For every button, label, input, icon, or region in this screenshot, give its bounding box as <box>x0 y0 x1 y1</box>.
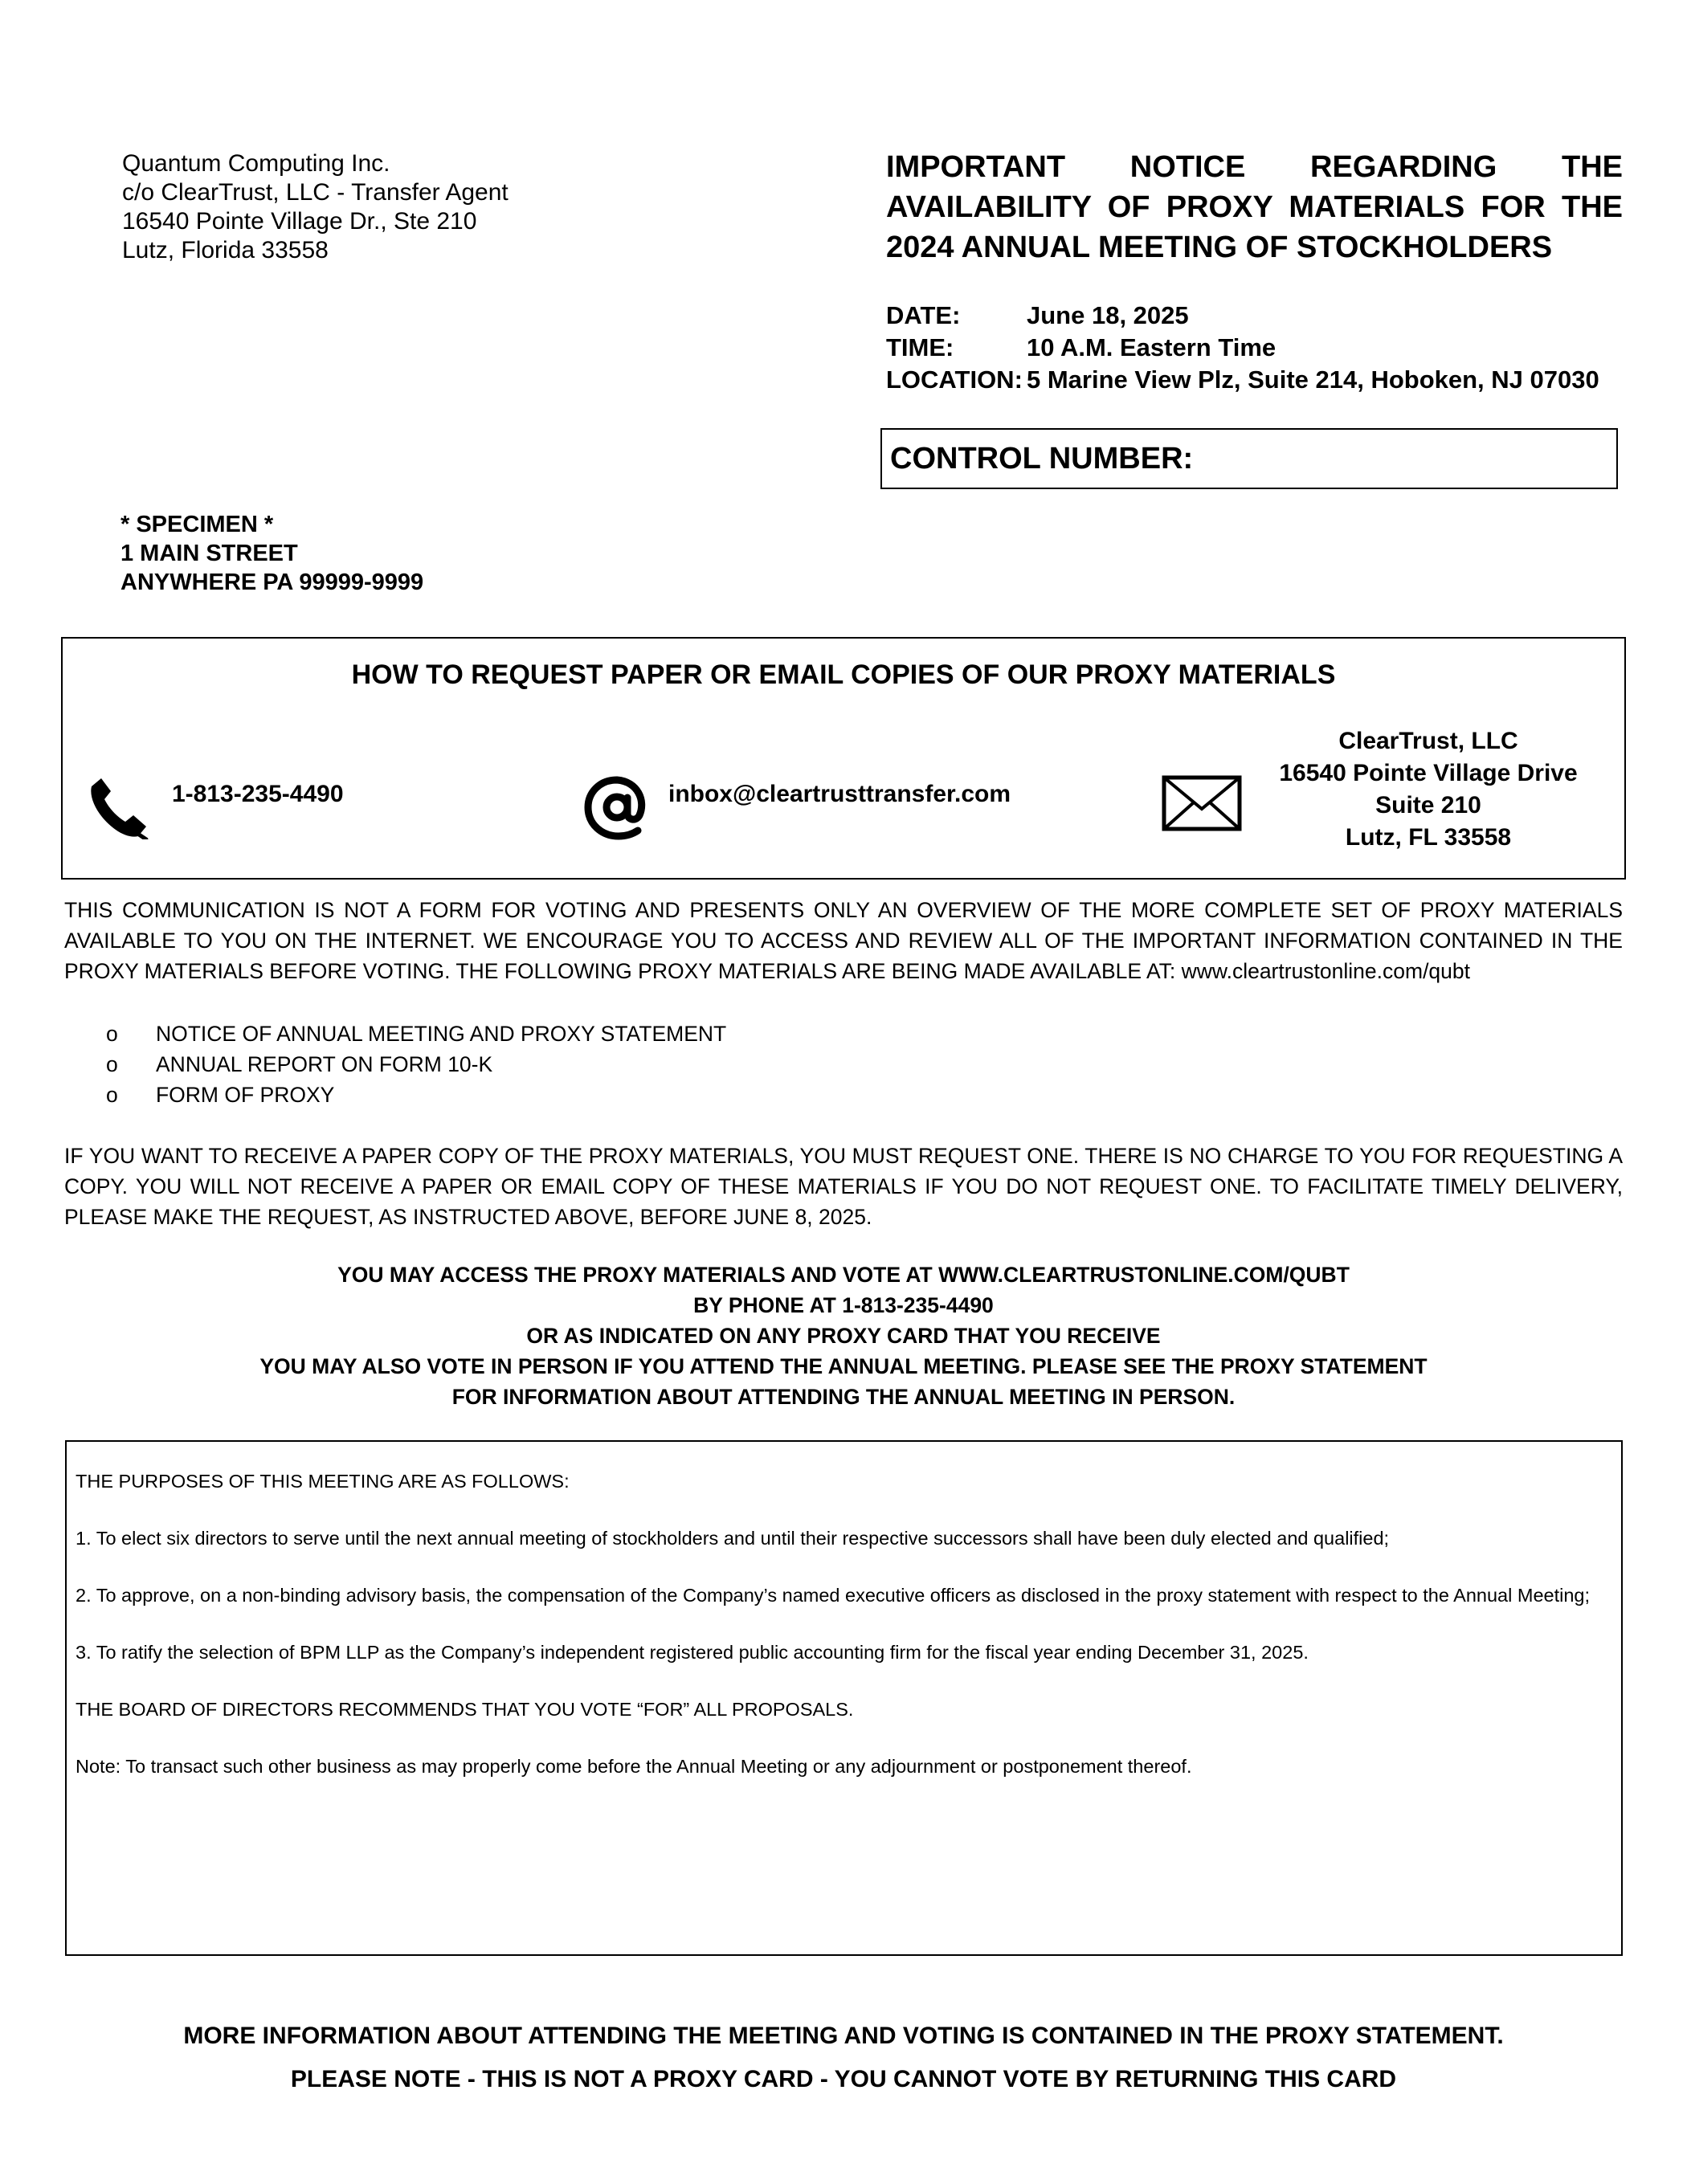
list-item <box>106 1080 726 1110</box>
meeting-time-value: 10 A.M. Eastern Time <box>1027 333 1276 361</box>
control-number-box <box>880 428 1618 489</box>
meeting-details <box>886 300 1599 396</box>
vote-instruction-line: YOU MAY ALSO VOTE IN PERSON IF YOU ATTEND THE ANNUAL MEETING. PLEASE SEE THE PROXY STATEMENT <box>259 1354 1428 1378</box>
footer-line: PLEASE NOTE - THIS IS NOT A PROXY CARD - YOU CANNOT VOTE BY RETURNING THIS CARD <box>290 2066 1397 2092</box>
vote-instruction-line: FOR INFORMATION ABOUT ATTENDING THE ANNUAL MEETING IN PERSON. <box>451 1385 1236 1409</box>
proposal-3: 3. To ratify the selection of BPM LLP as the Company’s independent registered public accounting firm for the fiscal year ending December 31, 2025. <box>76 1642 1309 1663</box>
list-item-label: FORM OF PROXY <box>156 1083 335 1107</box>
intro-paragraph: THIS COMMUNICATION IS NOT A FORM FOR VOTING AND PRESENTS ONLY AN OVERVIEW OF THE MORE COMPLETE SET OF PROXY MATERIALS AVAILABLE TO YOU ON THE INTERNET. WE ENCOURAGE YOU TO ACCESS AND REVIEW ALL OF THE IMPORTANT INFORMATION CONTAINED IN THE PROXY MATERIALS BEFORE VOTING. THE FOLLOWING PROXY MATERIALS ARE BEING MADE AVAILABLE AT: www.cleartrustonline.com/qubt <box>64 898 1623 983</box>
meeting-date-value: June 18, 2025 <box>1027 301 1189 329</box>
return-address-line: c/o ClearTrust, LLC - Transfer Agent <box>122 179 509 206</box>
email-address[interactable]: inbox@cleartrusttransfer.com <box>668 781 1011 807</box>
vote-instruction-line: OR AS INDICATED ON ANY PROXY CARD THAT YOU RECEIVE <box>526 1324 1161 1348</box>
envelope-icon <box>1162 775 1242 835</box>
meeting-location-label: LOCATION: <box>886 365 1023 394</box>
meeting-date-label: DATE: <box>886 301 961 329</box>
list-item-label: NOTICE OF ANNUAL MEETING AND PROXY STATEMENT <box>156 1022 727 1046</box>
vote-instructions <box>64 1259 1623 1412</box>
return-address-line: 16540 Pointe Village Dr., Ste 210 <box>122 208 477 235</box>
mail-address-line: 16540 Pointe Village Drive <box>1279 760 1578 786</box>
meeting-time-row <box>886 332 1599 364</box>
meeting-time-label: TIME: <box>886 333 954 361</box>
mail-address-line: ClearTrust, LLC <box>1338 728 1518 754</box>
materials-list <box>106 1019 726 1110</box>
proposal-2: 2. To approve, on a non-binding advisory basis, the compensation of the Company’s named executive officers as disclosed in the proxy statement with respect to the Annual Meeting; <box>76 1585 1591 1606</box>
vote-instruction-line: BY PHONE AT 1-813-235-4490 <box>693 1293 994 1317</box>
request-copies-box <box>61 637 1626 880</box>
vote-instruction-line: YOU MAY ACCESS THE PROXY MATERIALS AND VOTE AT WWW.CLEARTRUSTONLINE.COM/QUBT <box>337 1263 1350 1287</box>
list-bullet: o <box>106 1052 118 1076</box>
board-recommendation: THE BOARD OF DIRECTORS RECOMMENDS THAT YOU VOTE “FOR” ALL PROPOSALS. <box>76 1699 854 1720</box>
footer <box>0 2015 1687 2101</box>
notice-title: IMPORTANT NOTICE REGARDING THE AVAILABILITY OF PROXY MATERIALS FOR THE 2024 ANNUAL MEETING OF STOCKHOLDERS <box>886 150 1623 264</box>
recipient-line: 1 MAIN STREET <box>120 541 298 566</box>
phone-number[interactable]: 1-813-235-4490 <box>172 781 344 807</box>
meeting-location-row <box>886 364 1599 396</box>
list-item <box>106 1049 726 1080</box>
phone-icon <box>87 775 151 843</box>
mail-address-line: Suite 210 <box>1375 792 1481 818</box>
proposal-1: 1. To elect six directors to serve until the next annual meeting of stockholders and until their respective successors shall have been duly elected and qualified; <box>76 1528 1390 1549</box>
meeting-date-row <box>886 300 1599 332</box>
list-item-label: ANNUAL REPORT ON FORM 10-K <box>156 1052 493 1076</box>
control-number-label: CONTROL NUMBER: <box>890 442 1194 476</box>
purposes-note: Note: To transact such other business as may properly come before the Annual Meeting or any adjournment or postponement thereof. <box>76 1756 1192 1777</box>
list-bullet: o <box>106 1022 118 1046</box>
recipient-line: ANYWHERE PA 99999-9999 <box>120 569 424 595</box>
mail-address-line: Lutz, FL 33558 <box>1345 824 1512 851</box>
paper-request-paragraph: IF YOU WANT TO RECEIVE A PAPER COPY OF THE PROXY MATERIALS, YOU MUST REQUEST ONE. THERE IS NO CHARGE TO YOU FOR REQUESTING A COPY. YOU WILL NOT RECEIVE A PAPER OR EMAIL COPY OF THESE MATERIALS IF YOU DO NOT REQUEST ONE. TO FACILITATE TIMELY DELIVERY, PLEASE MAKE THE REQUEST, AS INSTRUCTED ABOVE, BEFORE JUNE 8, 2025. <box>64 1144 1623 1229</box>
return-address <box>122 149 509 265</box>
purposes-heading: THE PURPOSES OF THIS MEETING ARE AS FOLLOWS: <box>76 1471 570 1492</box>
at-sign-icon <box>583 774 651 845</box>
meeting-location-value: 5 Marine View Plz, Suite 214, Hoboken, NJ 07030 <box>1027 365 1599 394</box>
return-address-line: Quantum Computing Inc. <box>122 150 390 177</box>
list-bullet: o <box>106 1083 118 1107</box>
return-address-line: Lutz, Florida 33558 <box>122 237 329 263</box>
list-item <box>106 1019 726 1049</box>
footer-line: MORE INFORMATION ABOUT ATTENDING THE MEETING AND VOTING IS CONTAINED IN THE PROXY STATEMENT. <box>183 2023 1504 2049</box>
request-copies-title: HOW TO REQUEST PAPER OR EMAIL COPIES OF OUR PROXY MATERIALS <box>351 659 1336 690</box>
meeting-purposes-box <box>65 1440 1623 1956</box>
recipient-address <box>120 510 423 597</box>
mail-address <box>1260 725 1597 854</box>
recipient-line: * SPECIMEN * <box>120 512 274 537</box>
